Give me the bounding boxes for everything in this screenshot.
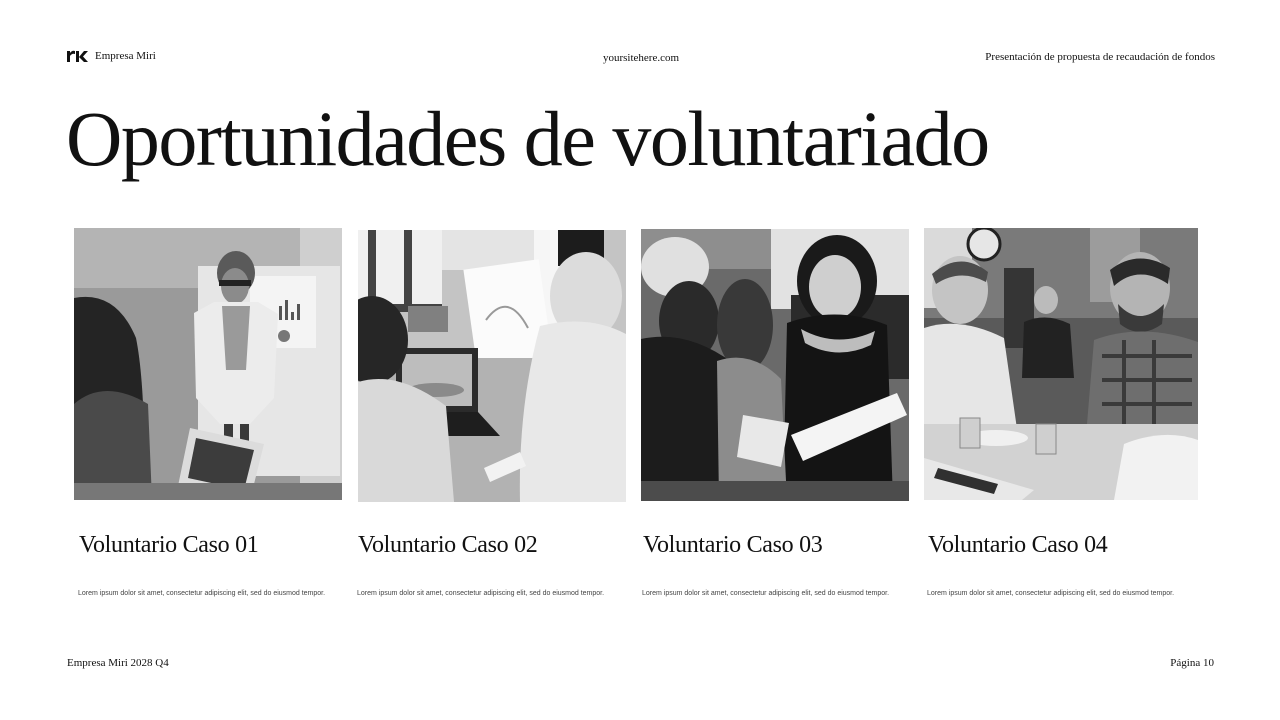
case-description-04: Lorem ipsum dolor sit amet, consectetur adipiscing elit, sed do eiusmod tempor. — [927, 590, 1175, 597]
footer-page-number: Página 10 — [1170, 657, 1214, 669]
footer-company-period: Empresa Miri 2028 Q4 — [67, 657, 169, 669]
photo-case-02 — [358, 230, 626, 502]
photo-case-03 — [641, 229, 909, 501]
mk-logo-icon — [67, 50, 88, 62]
case-description-01: Lorem ipsum dolor sit amet, consectetur adipiscing elit, sed do eiusmod tempor. — [78, 590, 326, 597]
document-title: Presentación de propuesta de recaudación de fondos — [985, 51, 1215, 63]
case-title-04: Voluntario Caso 04 — [928, 532, 1108, 558]
header — [67, 50, 1215, 66]
page-title: Oportunidades de voluntariado — [66, 95, 989, 182]
brand-name: Empresa Miri — [95, 50, 156, 62]
photo-case-04 — [924, 228, 1198, 500]
case-description-02: Lorem ipsum dolor sit amet, consectetur adipiscing elit, sed do eiusmod tempor. — [357, 590, 605, 597]
website-link[interactable]: yoursitehere.com — [602, 52, 680, 64]
case-title-03: Voluntario Caso 03 — [643, 532, 823, 558]
case-title-02: Voluntario Caso 02 — [358, 532, 538, 558]
case-title-01: Voluntario Caso 01 — [79, 532, 259, 558]
case-description-03: Lorem ipsum dolor sit amet, consectetur adipiscing elit, sed do eiusmod tempor. — [642, 590, 890, 597]
photo-case-01 — [74, 228, 342, 500]
brand — [67, 50, 156, 62]
